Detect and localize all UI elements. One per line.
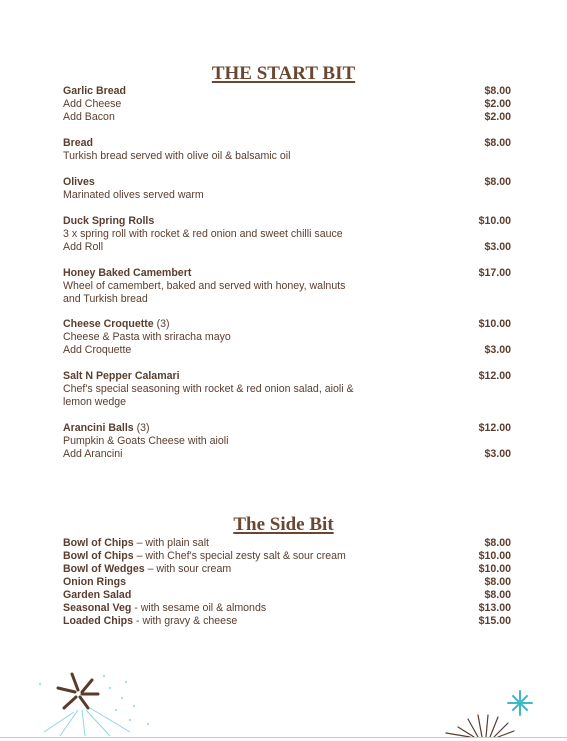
menu-addon-row — [63, 344, 511, 357]
side-item-text — [63, 537, 209, 550]
menu-item-name — [63, 215, 154, 228]
side-item-name: Bowl of Chips — [63, 537, 134, 549]
menu-item-row — [63, 318, 511, 331]
side-item-row — [63, 537, 511, 550]
menu-description-row — [63, 150, 511, 163]
side-item-description: – with Chef's special zesty salt & sour cream — [133, 550, 346, 562]
addon-label — [63, 98, 121, 111]
item-price: $8.00 — [484, 137, 511, 149]
menu-description-row — [63, 228, 511, 241]
side-item-text — [63, 563, 231, 576]
menu-description-row — [63, 435, 511, 448]
firework-right-icon — [428, 685, 548, 739]
menu-item-row — [63, 215, 511, 228]
item-description — [63, 383, 354, 396]
side-item-text — [63, 576, 126, 589]
menu-description-row — [63, 331, 511, 344]
menu-description-row — [63, 293, 511, 306]
menu-addon-row — [63, 241, 511, 254]
item-description — [63, 280, 345, 293]
item-price: $3.00 — [484, 241, 511, 253]
portion-count: (3) — [153, 318, 170, 330]
menu-item-name — [63, 318, 170, 331]
menu-item-row — [63, 85, 511, 98]
side-item-text — [63, 602, 266, 615]
line-text: Add Arancini — [63, 448, 123, 460]
menu-item-name — [63, 176, 95, 189]
line-text: 3 x spring roll with rocket & red onion and sweet chilli sauce — [63, 228, 343, 240]
line-text: Add Cheese — [63, 98, 122, 110]
item-price: $15.00 — [478, 615, 511, 627]
side-item-name: Seasonal Veg — [63, 602, 132, 614]
side-item-name: Bowl of Chips — [63, 550, 134, 562]
item-price: $3.00 — [484, 344, 511, 356]
item-price: $12.00 — [478, 370, 511, 382]
side-item-description: – with sour cream — [144, 563, 232, 575]
item-price: $12.00 — [478, 422, 511, 434]
item-price: $10.00 — [478, 550, 511, 562]
side-item-row — [63, 550, 511, 563]
side-item-name: Loaded Chips — [63, 615, 134, 627]
item-description — [63, 435, 228, 448]
item-description — [63, 189, 204, 202]
menu-item-row — [63, 422, 511, 435]
side-item-row — [63, 602, 511, 615]
side-item-text — [63, 615, 237, 628]
item-description — [63, 293, 148, 306]
line-text: Duck Spring Rolls — [63, 215, 155, 227]
line-text: Add Bacon — [63, 111, 115, 123]
side-item-description: - with sesame oil & almonds — [131, 602, 267, 614]
side-item-row — [63, 589, 511, 602]
side-item-name: Onion Rings — [63, 576, 126, 588]
addon-label — [63, 241, 103, 254]
line-text: Olives — [63, 176, 95, 188]
side-item-row — [63, 615, 511, 628]
menu-item-row — [63, 267, 511, 280]
side-item-name: Garden Salad — [63, 589, 132, 601]
side-item-text — [63, 550, 346, 563]
side-item-row — [63, 563, 511, 576]
side-item-text — [63, 589, 131, 602]
item-price: $8.00 — [484, 176, 511, 188]
menu-addon-row — [63, 111, 511, 124]
item-price: $8.00 — [484, 537, 511, 549]
item-price: $3.00 — [484, 448, 511, 460]
line-text: Cheese & Pasta with sriracha mayo — [63, 331, 231, 343]
line-text: Add Croquette — [63, 344, 132, 356]
menu-addon-row — [63, 448, 511, 461]
menu-item-name — [63, 137, 93, 150]
side-section-title: The Side Bit — [233, 514, 334, 535]
menu-item-row — [63, 176, 511, 189]
item-price: $10.00 — [478, 215, 511, 227]
line-text: Cheese Croquette — [63, 318, 154, 330]
line-text: Turkish bread served with olive oil & balsamic oil — [63, 150, 291, 162]
page-bottom-divider — [0, 737, 567, 738]
menu-item-name — [63, 370, 180, 383]
item-price: $8.00 — [484, 589, 511, 601]
line-text: Marinated olives served warm — [63, 189, 204, 201]
item-description — [63, 150, 290, 163]
line-text: Salt N Pepper Calamari — [63, 370, 180, 382]
menu-description-row — [63, 189, 511, 202]
item-description — [63, 396, 126, 409]
side-item-description: - with gravy & cheese — [133, 615, 238, 627]
menu-description-row — [63, 280, 511, 293]
line-text: Pumpkin & Goats Cheese with aioli — [63, 435, 229, 447]
side-item-row — [63, 576, 511, 589]
item-price: $8.00 — [484, 576, 511, 588]
addon-label — [63, 344, 131, 357]
item-price: $10.00 — [478, 318, 511, 330]
item-price: $17.00 — [478, 267, 511, 279]
line-text: Garlic Bread — [63, 85, 127, 97]
addon-label — [63, 448, 122, 461]
item-price: $8.00 — [484, 85, 511, 97]
menu-description-row — [63, 396, 511, 409]
addon-label — [63, 111, 115, 124]
item-description — [63, 228, 343, 241]
menu-item-name — [63, 267, 191, 280]
firework-left-icon — [30, 662, 170, 738]
item-price: $13.00 — [478, 602, 511, 614]
menu-item-row — [63, 370, 511, 383]
menu-item-row — [63, 137, 511, 150]
start-section-title: THE START BIT — [211, 63, 356, 84]
portion-count: (3) — [133, 422, 150, 434]
item-description — [63, 331, 231, 344]
line-text: Wheel of camembert, baked and served with honey, walnuts — [63, 280, 346, 292]
menu-item-name — [63, 422, 150, 435]
line-text: Chef's special seasoning with rocket & red onion salad, aioli & — [63, 383, 354, 395]
item-price: $10.00 — [478, 563, 511, 575]
menu-item-name — [63, 85, 126, 98]
line-text: lemon wedge — [63, 396, 127, 408]
side-item-description: – with plain salt — [133, 537, 209, 549]
menu-addon-row — [63, 98, 511, 111]
item-price: $2.00 — [484, 111, 511, 123]
menu-description-row — [63, 383, 511, 396]
line-text: Bread — [63, 137, 94, 149]
line-text: Add Roll — [63, 241, 104, 253]
line-text: Honey Baked Camembert — [63, 267, 192, 279]
item-price: $2.00 — [484, 98, 511, 110]
line-text: and Turkish bread — [63, 293, 148, 305]
side-item-name: Bowl of Wedges — [63, 563, 145, 575]
line-text: Arancini Balls — [63, 422, 134, 434]
